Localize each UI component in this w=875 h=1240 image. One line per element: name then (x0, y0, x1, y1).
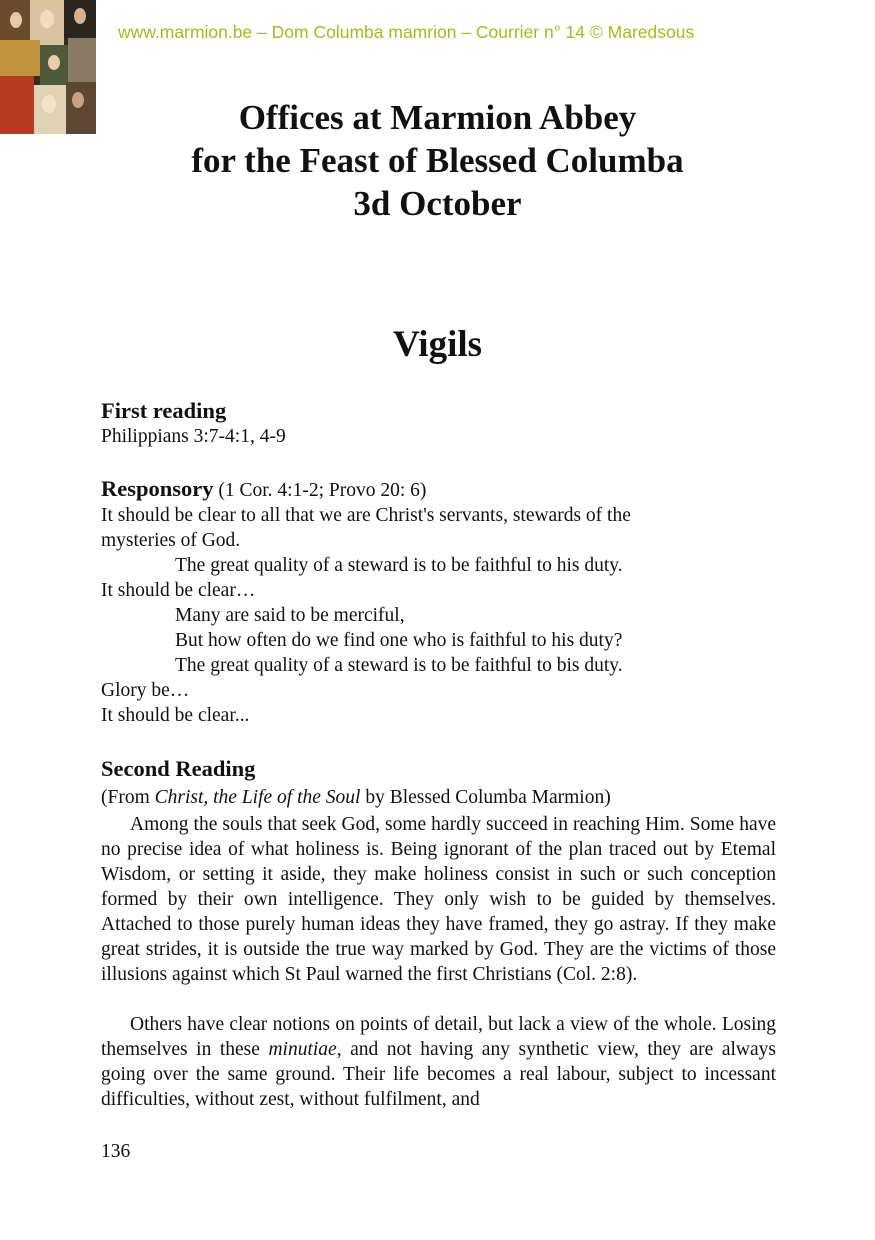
responsory-line: It should be clear to all that we are Christ's servants, stewards of the (101, 505, 631, 526)
page-number: 136 (101, 1141, 131, 1162)
title-line-3: 3d October (353, 184, 522, 223)
responsory-line: It should be clear… (101, 580, 256, 601)
responsory-line: The great quality of a steward is to be faithful to bis duty. (175, 655, 623, 676)
responsory-reference: (1 Cor. 4:1-2; Provo 20: 6) (218, 480, 427, 501)
paragraph-2-text: Others have clear notions on points of detail, but lack a view of the whole. Losing themselves in these (101, 1014, 776, 1060)
source-book-title: Christ, the Life of the Soul (154, 787, 361, 808)
responsory-heading: Responsory (101, 476, 214, 501)
responsory-line: It should be clear... (101, 705, 250, 726)
paragraph-2-italic: minutiae, (268, 1039, 342, 1060)
responsory-heading-line (101, 476, 426, 503)
second-reading-heading: Second Reading (101, 756, 256, 781)
second-reading-paragraph-2 (101, 1012, 776, 1112)
section-title: Vigils (392, 324, 483, 365)
header-url-line: www.marmion.be – Dom Columba mamrion – Courrier n° 14 © Maredsous (118, 22, 695, 42)
second-reading-source (101, 785, 611, 810)
title-line-1: Offices at Marmion Abbey (238, 98, 637, 137)
responsory-line: Glory be… (101, 680, 190, 701)
responsory-line: Many are said to be merciful, (175, 605, 405, 626)
page-title (0, 96, 875, 225)
second-reading-paragraph-1: Among the souls that seek God, some hardly succeed in reaching Him. Some have no precise idea of what holiness is. Being ignorant of the plan traced out by Etemal Wisdom, or setting it aside, they make holiness consist in such or such conception formed by their own intelligence. They only wish to be guided by themselves. Attached to those purely human ideas they have framed, they go astray. If they make great strides, it is outside the true way marked by God. They are the victims of those illusions against which St Paul warned the first Christians (Col. 2:8). (101, 814, 776, 985)
source-suffix: by Blessed Columba Marmion) (360, 787, 611, 808)
responsory-line: mysteries of God. (101, 530, 241, 551)
title-line-2: for the Feast of Blessed Columba (191, 141, 684, 180)
responsory-line: The great quality of a steward is to be faithful to his duty. (175, 555, 623, 576)
paragraph-2-text-end: and not having any synthetic view, they are always going over the same ground. Their life becomes a real labour, subject to incessant difficulties, without zest, without fulfilment, and (101, 1039, 776, 1110)
first-reading-reference: Philippians 3:7-4:1, 4-9 (101, 426, 286, 447)
responsory-line: But how often do we find one who is faithful to his duty? (175, 630, 623, 651)
source-prefix: (From (101, 787, 155, 808)
first-reading-heading: First reading (101, 398, 227, 423)
